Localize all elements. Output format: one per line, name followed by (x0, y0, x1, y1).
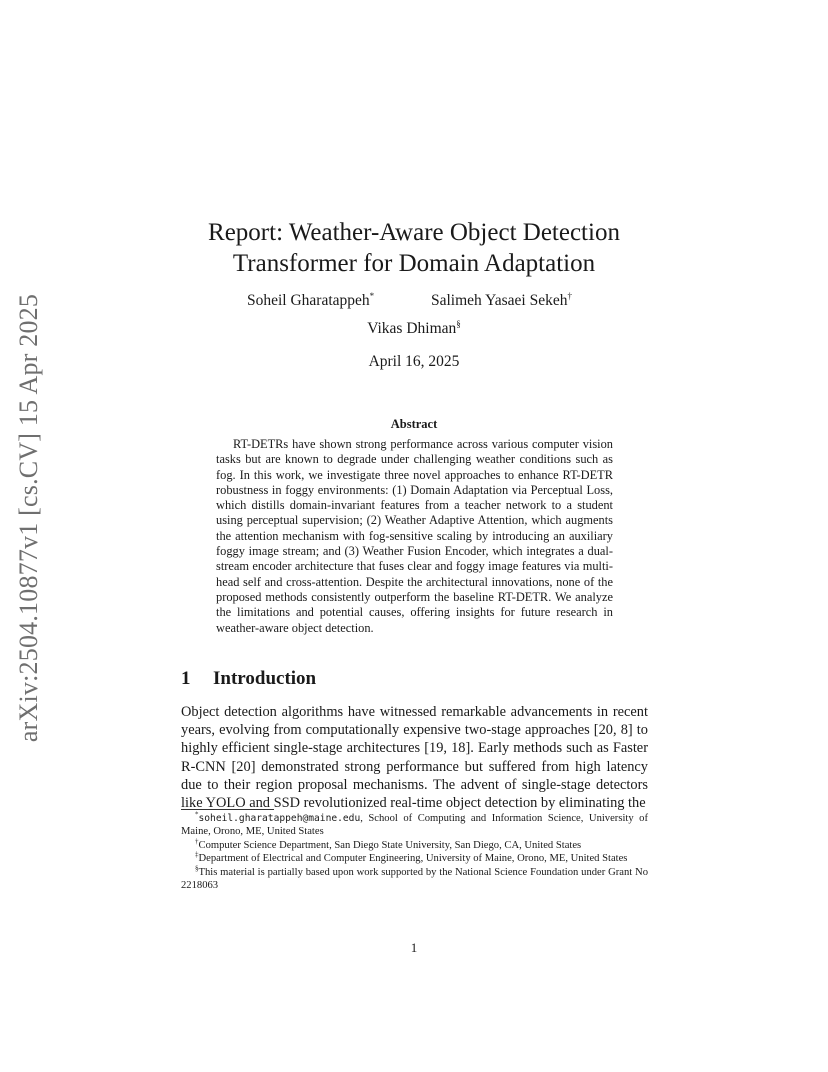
author-2 (431, 292, 572, 310)
paper-title (0, 217, 828, 279)
footnote-3 (181, 852, 648, 865)
abstract-heading: Abstract (390, 417, 438, 431)
title-line-1: Report: Weather-Aware Object Detection (208, 219, 620, 246)
footnotes (181, 812, 648, 892)
footnote-text: Department of Electrical and Computer Engineering, University of Maine, Orono, ME, United States (198, 853, 628, 865)
footnote-text: This material is partially based upon work supported by the National Science Foundation under Grant No 2218063 (181, 866, 648, 892)
footnote-mark: * (195, 810, 199, 819)
author-footnote-mark: § (456, 318, 461, 329)
author-1 (247, 292, 374, 310)
abstract-text: RT-DETRs have shown strong performance across various computer vision tasks but are known to degrade under challenging weather conditions such as fog. In this work, we investigate three novel approaches to enhance RT-DETR robustness in foggy environments: (1) Domain Adaptation via Perceptual Loss, which distills domain-invariant features from a teacher network to a student using perceptual supervision; (2) Weather Adaptive Attention, which augments the attention mechanism with fog-sensitive scaling by introducing an auxiliary foggy image stream; and (3) Weather Fusion Encoder, which integrates a dual-stream encoder architecture that fuses clear and foggy image features via multi-head self and cross-attention. Despite the architectural innovations, none of the proposed methods consistently outperform the baseline RT-DETR. We analyze the limitations and potential causes, offering insights for future research in weather-aware object detection. (216, 437, 613, 635)
author-3 (0, 320, 828, 338)
author-email-link[interactable]: soheil.gharatappeh@maine.edu (198, 813, 361, 824)
footnote-2 (181, 839, 648, 852)
author-name: Salimeh Yasaei Sekeh (431, 292, 568, 309)
footnote-4 (181, 866, 648, 893)
footnote-mark: ‡ (195, 850, 199, 859)
footnote-text: , School of Computing and Information Science, University of Maine, Orono, ME, United States (181, 813, 648, 838)
section-number: 1 (181, 668, 191, 689)
footnote-mark: § (195, 864, 199, 873)
section-heading (181, 668, 316, 690)
title-line-2: Transformer for Domain Adaptation (232, 250, 596, 277)
author-footnote-mark: * (369, 290, 375, 301)
introduction-text: Object detection algorithms have witnessed remarkable advancements in recent years, evolving from computationally expensive two-stage approaches [20, 8] to highly efficient single-stage architectures [19, 18]. Early methods such as Faster R-CNN [20] demonstrated strong performance but suffered from high latency due to their region proposal mechanisms. The advent of single-stage detectors like YOLO and SSD revolutionized real-time object detection by eliminating the (181, 704, 648, 812)
footnote-text: Computer Science Department, San Diego State University, San Diego, CA, United States (198, 839, 582, 851)
author-footnote-mark: † (567, 290, 572, 301)
footnote-1 (181, 812, 648, 839)
author-name: Soheil Gharatappeh (247, 292, 370, 309)
page-number: 1 (410, 940, 418, 955)
author-name: Vikas Dhiman (367, 320, 457, 337)
footnote-mark: † (195, 837, 199, 846)
arxiv-id: arXiv:2504.10877v1 [cs.CV] 15 Apr 2025 (14, 293, 43, 743)
section-title: Introduction (213, 668, 317, 689)
paper-date: April 16, 2025 (368, 353, 460, 370)
